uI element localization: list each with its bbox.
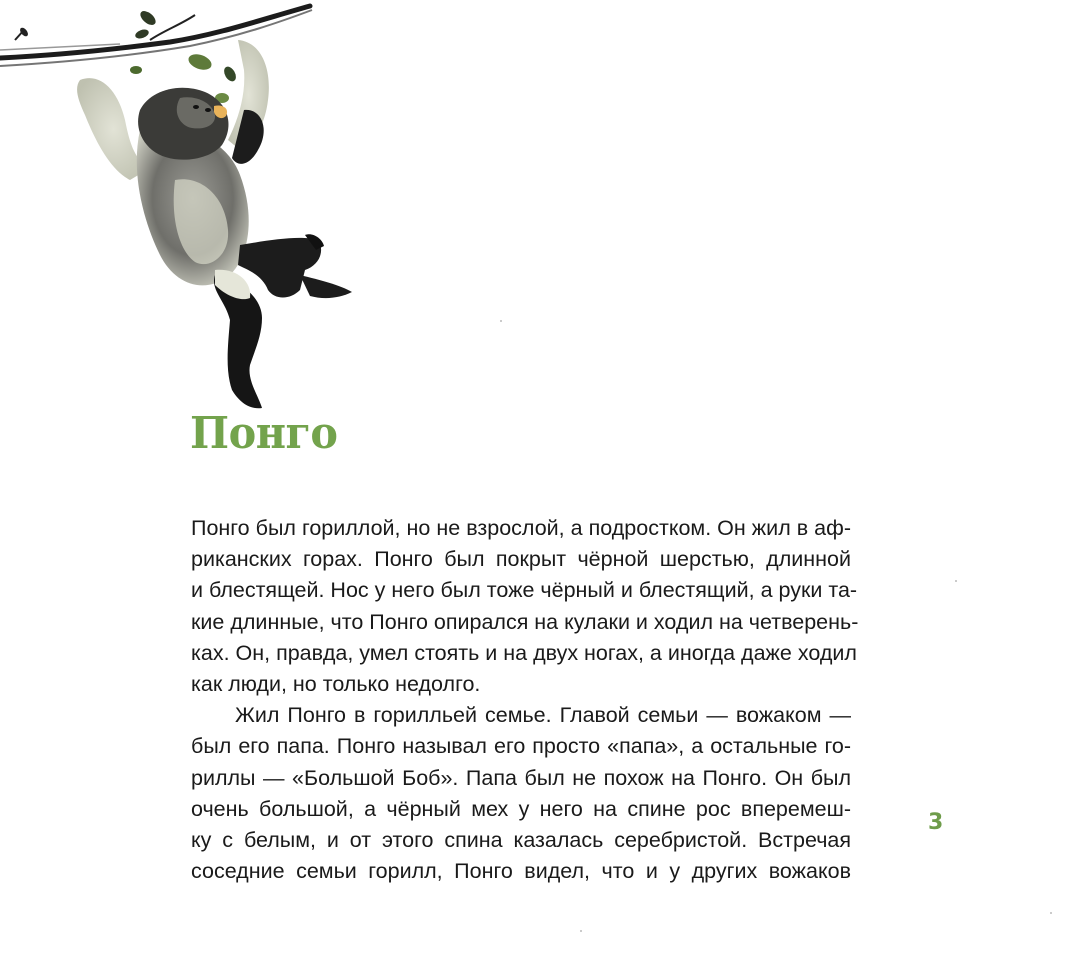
paragraph-2: [191, 700, 851, 887]
text-line: кие длинные, что Понго опирался на кулаки и ходил на четверень-: [191, 609, 859, 634]
text-line: риканских горах. Понго был покрыт чёрной шерстью, длинной: [191, 547, 851, 572]
branch: [0, 6, 312, 66]
text-line: Понго был гориллой, но не взрослой, а подростком. Он жил в аф-: [191, 516, 851, 540]
scan-speck: [500, 320, 502, 322]
body-text: [191, 513, 859, 887]
text-line: Жил Понго в горилльей семье. Главой семьи — вожаком —: [235, 703, 851, 728]
text-line: как люди, но только недолго.: [191, 671, 481, 696]
chapter-title: Понго: [190, 408, 338, 459]
text-line: соседние семьи горилл, Понго видел, что и у других вожаков: [191, 859, 851, 884]
scan-speck: [955, 580, 957, 582]
text-line: ках. Он, правда, умел стоять и на двух ногах, а иногда даже ходил: [191, 640, 857, 665]
text-line: и блестящей. Нос у него был тоже чёрный и блестящий, а руки та-: [191, 578, 858, 603]
scan-speck: [1050, 912, 1052, 914]
text-line: был его папа. Понго называл его просто «папа», а остальные го-: [191, 734, 851, 759]
text-line: очень большой, а чёрный мех у него на спине рос вперемеш-: [191, 796, 851, 821]
text-line: риллы — «Большой Боб». Папа был не похож на Понго. Он был: [191, 765, 851, 790]
paragraph-1: [191, 513, 859, 700]
page-number: 3: [928, 810, 944, 835]
text-line: ку с белым, и от этого спина казалась серебристой. Встречая: [191, 827, 851, 852]
scan-speck: [580, 930, 582, 932]
gorilla-illustration: [0, 0, 370, 420]
